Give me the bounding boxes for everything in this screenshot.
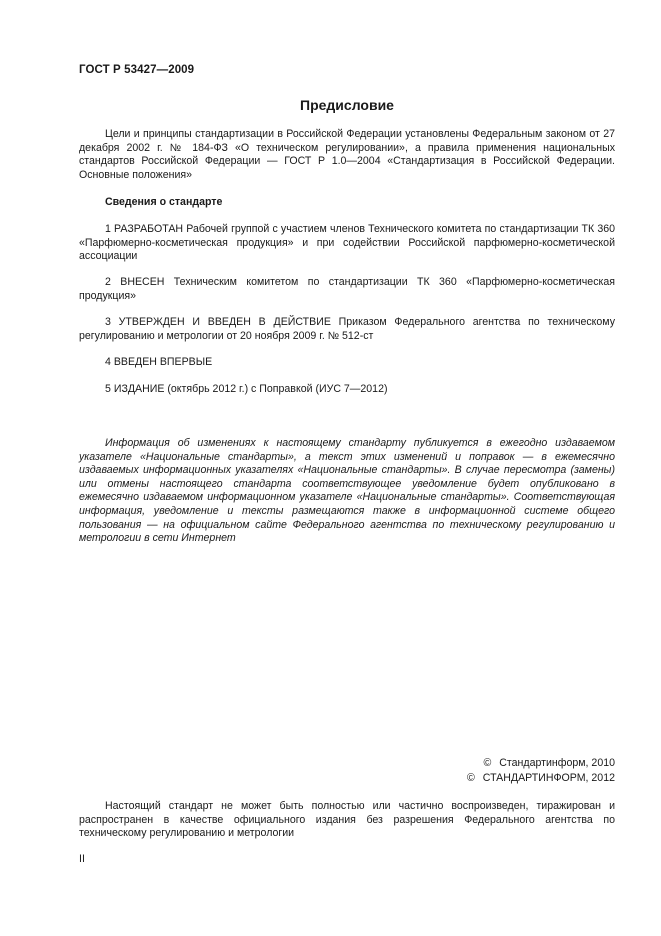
intro-paragraph: Цели и принципы стандартизации в Российской Федерации установлены Федеральным законом от 27 декабря 2002 г. № 184-ФЗ «О техническом регулировании», а правила применения национальных стандартов Российской Федерации — ГОСТ Р 1.0—2004 «Стандартизация в Российской Федерации. Основные положения» <box>79 128 615 181</box>
copyright-line-2 <box>467 772 615 784</box>
reproduction-notice: Настоящий стандарт не может быть полностью или частично воспроизведен, тиражирован и распространен в качестве официального издания без разрешения Федерального агентства по техническому регулированию и метрологии <box>79 800 615 840</box>
copyright-text: СТАНДАРТИНФОРМ, 2012 <box>482 772 615 784</box>
info-item-label: 3 УТВЕРЖДЕН И ВВЕДЕН В ДЕЙСТВИЕ <box>105 316 331 328</box>
copyright-line-1 <box>483 757 615 769</box>
document-code: ГОСТ Р 53427—2009 <box>79 64 195 76</box>
copyright-symbol: © <box>466 772 475 784</box>
changes-notice: Информация об изменениях к настоящему стандарту публикуется в ежегодно издаваемом указателе «Национальные стандарты», а текст этих изменений и поправок — в ежемесячно издаваемых информационных указателях «Национальные стандарты». В случае пересмотра (замены) или отмены настоящего стандарта соответствующее уведомление будет опубликовано в ежемесячно издаваемом информационном указателе «Национальные стандарты». Соответствующая информация, уведомление и тексты размещаются также в информационной системе общего пользования — на официальном сайте Федерального агентства по техническому регулированию и метрологии в сети Интернет <box>79 437 615 545</box>
info-item-label: 4 ВВЕДЕН ВПЕРВЫЕ <box>105 356 213 368</box>
foreword-heading: Предисловие <box>300 97 394 113</box>
info-item-1 <box>79 223 615 264</box>
info-item-label: 1 РАЗРАБОТАН <box>105 223 184 235</box>
info-item-text: Техническим комитетом по стандартизации ТК 360 «Парфюмерно-косметическая продукция» <box>79 276 615 302</box>
info-item-3 <box>79 316 615 343</box>
info-item-4 <box>79 356 615 370</box>
info-item-2 <box>79 276 615 303</box>
page-number: II <box>79 853 85 865</box>
copyright-symbol: © <box>483 757 492 769</box>
info-item-label: 2 ВНЕСЕН <box>105 276 165 288</box>
copyright-text: Стандартинформ, 2010 <box>499 757 615 769</box>
info-item-label: 5 ИЗДАНИЕ <box>105 383 165 395</box>
standard-info-heading: Сведения о стандарте <box>105 196 223 208</box>
info-item-text: (октябрь 2012 г.) с Поправкой (ИУС 7—2012) <box>164 383 388 395</box>
info-item-text: Рабочей группой с участием членов Технического комитета по стандартизации ТК 360 «Парфюмерно-косметическая продукция» и при содействии Российской парфюмерно-косметической ассоциации <box>79 223 615 263</box>
info-item-text: Приказом Федерального агентства по техническому регулированию и метрологии от 20 ноября 2009 г. № 512-ст <box>79 316 615 342</box>
info-item-5 <box>79 383 615 397</box>
